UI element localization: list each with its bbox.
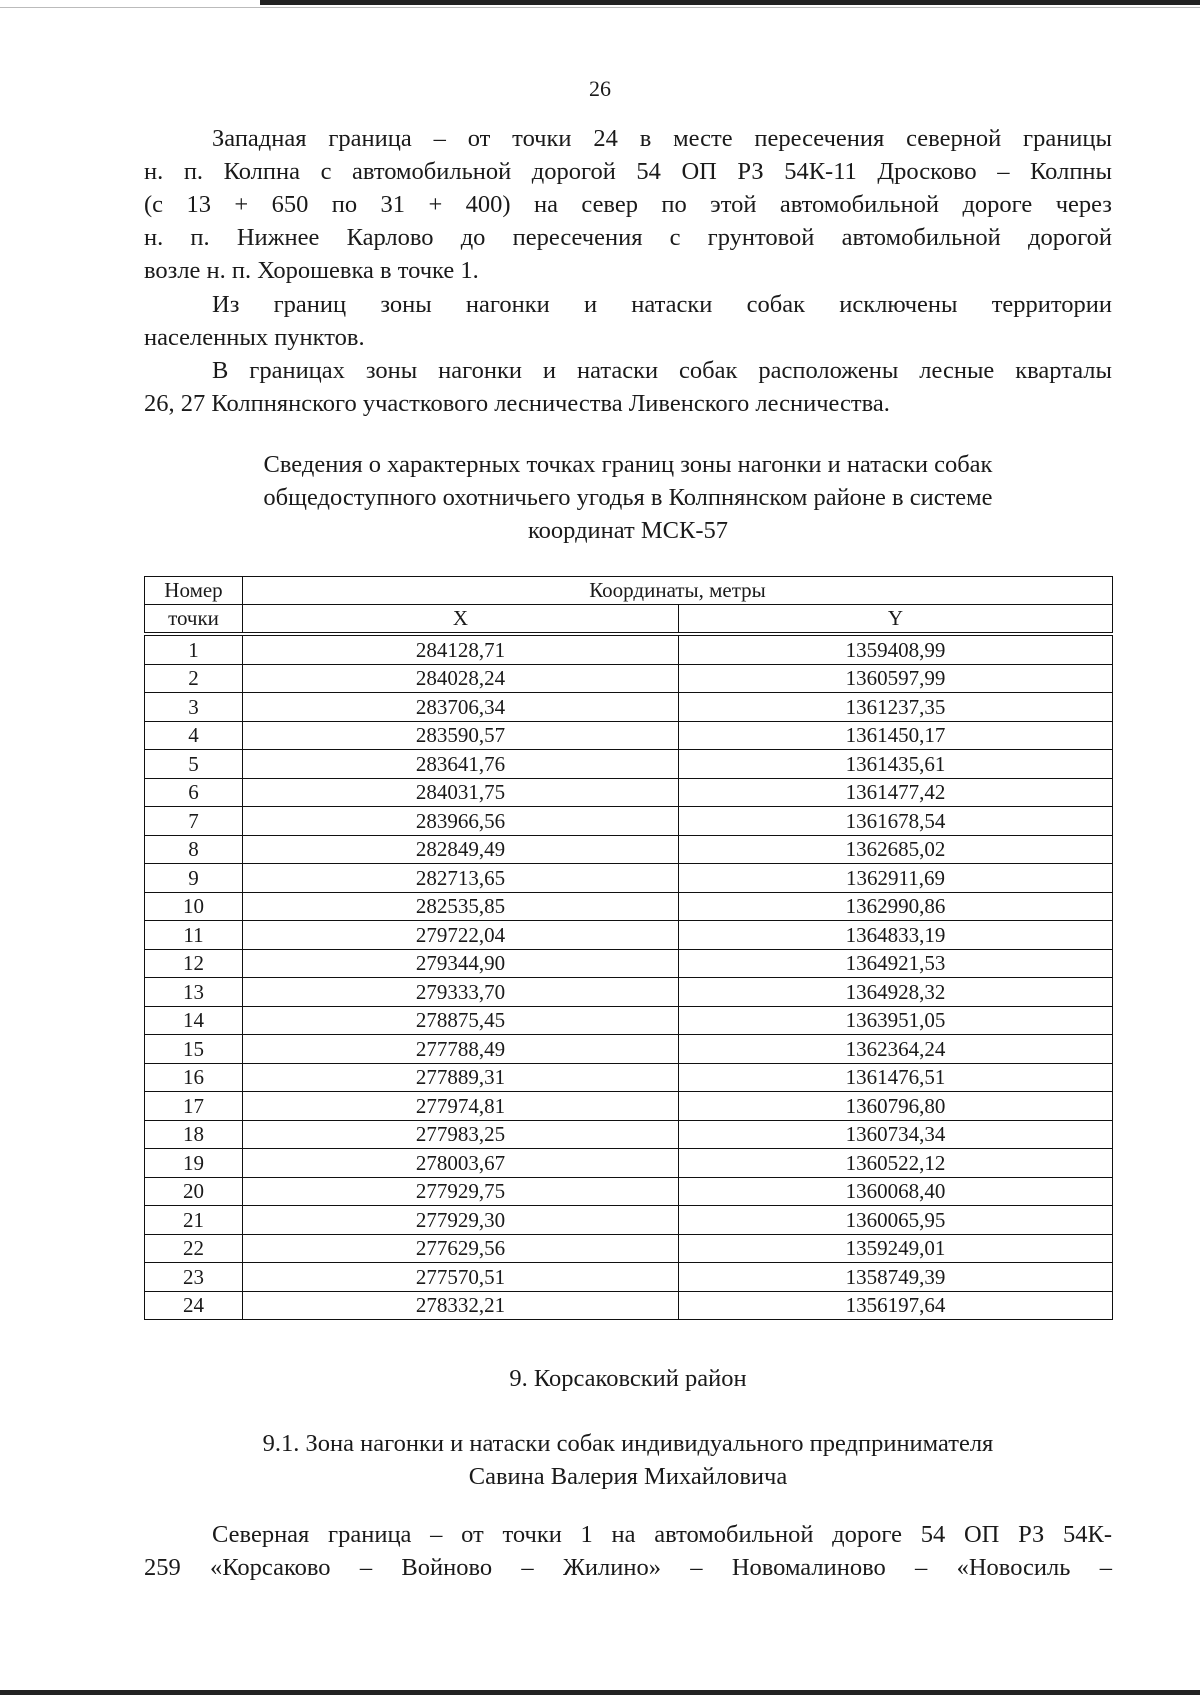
cell-x: 278003,67 xyxy=(243,1149,679,1178)
exclusions-paragraph xyxy=(144,288,1112,354)
paragraph-line: (с 13 + 650 по 31 + 400) на север по этой автомобильной дороге через xyxy=(144,191,1112,218)
cell-point-number: 6 xyxy=(145,778,243,807)
cell-x: 284028,24 xyxy=(243,664,679,693)
cell-y: 1361477,42 xyxy=(679,778,1113,807)
cell-point-number: 22 xyxy=(145,1234,243,1263)
table-title xyxy=(144,448,1112,547)
table-title-line: общедоступного охотничьего угодья в Колпнянском районе в системе xyxy=(263,484,993,511)
cell-y: 1360597,99 xyxy=(679,664,1113,693)
cell-x: 278875,45 xyxy=(243,1006,679,1035)
paragraph-line: Из границ зоны нагонки и натаски собак исключены территории xyxy=(212,291,1112,318)
paragraph-line: н. п. Нижнее Карлово до пересечения с грунтовой автомобильной дорогой xyxy=(144,224,1112,251)
table-row xyxy=(145,978,1113,1007)
cell-y: 1360065,95 xyxy=(679,1206,1113,1235)
header-coordinates: Координаты, метры xyxy=(243,577,1113,605)
paragraph-line: 26, 27 Колпнянского участкового лесничества Ливенского лесничества. xyxy=(144,390,890,417)
cell-y: 1363951,05 xyxy=(679,1006,1113,1035)
table-row xyxy=(145,949,1113,978)
cell-x: 277889,31 xyxy=(243,1063,679,1092)
table-row xyxy=(145,1149,1113,1178)
cell-x: 277570,51 xyxy=(243,1263,679,1292)
cell-point-number: 7 xyxy=(145,807,243,836)
cell-point-number: 15 xyxy=(145,1035,243,1064)
table-row xyxy=(145,892,1113,921)
cell-x: 282713,65 xyxy=(243,864,679,893)
cell-x: 282535,85 xyxy=(243,892,679,921)
table-row xyxy=(145,664,1113,693)
scan-edge-top xyxy=(260,0,1200,5)
paragraph-line: возле н. п. Хорошевка в точке 1. xyxy=(144,257,479,284)
table-row xyxy=(145,1177,1113,1206)
cell-point-number: 19 xyxy=(145,1149,243,1178)
table-row xyxy=(145,1063,1113,1092)
cell-y: 1361237,35 xyxy=(679,693,1113,722)
cell-y: 1362990,86 xyxy=(679,892,1113,921)
subsection-heading xyxy=(144,1427,1112,1493)
cell-x: 277629,56 xyxy=(243,1234,679,1263)
paragraph-line: В границах зоны нагонки и натаски собак расположены лесные кварталы xyxy=(212,357,1112,384)
cell-point-number: 13 xyxy=(145,978,243,1007)
cell-point-number: 2 xyxy=(145,664,243,693)
cell-point-number: 18 xyxy=(145,1120,243,1149)
table-row xyxy=(145,1120,1113,1149)
cell-y: 1362685,02 xyxy=(679,835,1113,864)
cell-x: 277788,49 xyxy=(243,1035,679,1064)
cell-point-number: 1 xyxy=(145,634,243,664)
cell-y: 1362364,24 xyxy=(679,1035,1113,1064)
paragraph-line: н. п. Колпна с автомобильной дорогой 54 ОП РЗ 54К-11 Дросково – Колпны xyxy=(144,158,1112,185)
cell-x: 283966,56 xyxy=(243,807,679,836)
paragraph-line: 259 «Корсаково – Войново – Жилино» – Новомалиново – «Новосиль – xyxy=(144,1554,1112,1581)
forest-quarters-paragraph xyxy=(144,354,1112,420)
table-row xyxy=(145,634,1113,664)
cell-x: 279344,90 xyxy=(243,949,679,978)
table-row xyxy=(145,807,1113,836)
cell-y: 1364928,32 xyxy=(679,978,1113,1007)
table-row xyxy=(145,693,1113,722)
cell-point-number: 3 xyxy=(145,693,243,722)
cell-y: 1358749,39 xyxy=(679,1263,1113,1292)
cell-x: 283706,34 xyxy=(243,693,679,722)
cell-y: 1360522,12 xyxy=(679,1149,1113,1178)
cell-point-number: 10 xyxy=(145,892,243,921)
scan-edge-bottom xyxy=(0,1690,1200,1695)
cell-x: 277929,30 xyxy=(243,1206,679,1235)
cell-y: 1361435,61 xyxy=(679,750,1113,779)
cell-point-number: 12 xyxy=(145,949,243,978)
cell-y: 1360734,34 xyxy=(679,1120,1113,1149)
header-y: Y xyxy=(679,605,1113,635)
section-heading: 9. Корсаковский район xyxy=(509,1365,747,1392)
table-row xyxy=(145,835,1113,864)
header-point-number-line1: Номер xyxy=(145,577,243,605)
header-x: X xyxy=(243,605,679,635)
northern-border-paragraph xyxy=(144,1518,1112,1584)
cell-y: 1356197,64 xyxy=(679,1291,1113,1320)
cell-point-number: 24 xyxy=(145,1291,243,1320)
cell-point-number: 4 xyxy=(145,721,243,750)
table-row xyxy=(145,921,1113,950)
cell-point-number: 20 xyxy=(145,1177,243,1206)
table-row xyxy=(145,1006,1113,1035)
cell-point-number: 9 xyxy=(145,864,243,893)
cell-point-number: 17 xyxy=(145,1092,243,1121)
paragraph-line: Западная граница – от точки 24 в месте пересечения северной границы xyxy=(212,125,1112,152)
cell-x: 277974,81 xyxy=(243,1092,679,1121)
table-row xyxy=(145,1291,1113,1320)
header-point-number-line2: точки xyxy=(145,605,243,635)
cell-x: 284128,71 xyxy=(243,634,679,664)
cell-point-number: 23 xyxy=(145,1263,243,1292)
cell-y: 1361678,54 xyxy=(679,807,1113,836)
cell-y: 1361476,51 xyxy=(679,1063,1113,1092)
table-row xyxy=(145,864,1113,893)
cell-y: 1360796,80 xyxy=(679,1092,1113,1121)
paragraph-line: населенных пунктов. xyxy=(144,324,365,351)
table-title-line: координат МСК-57 xyxy=(528,517,728,544)
table-row xyxy=(145,750,1113,779)
cell-point-number: 11 xyxy=(145,921,243,950)
cell-y: 1364833,19 xyxy=(679,921,1113,950)
subsection-heading-line: Савина Валерия Михайловича xyxy=(468,1463,788,1490)
table-row xyxy=(145,1035,1113,1064)
subsection-heading-line: 9.1. Зона нагонки и натаски собак индивидуального предпринимателя xyxy=(262,1430,994,1457)
table-row xyxy=(145,721,1113,750)
table-row xyxy=(145,1092,1113,1121)
cell-point-number: 21 xyxy=(145,1206,243,1235)
cell-point-number: 5 xyxy=(145,750,243,779)
cell-y: 1359249,01 xyxy=(679,1234,1113,1263)
cell-y: 1361450,17 xyxy=(679,721,1113,750)
table-title-line: Сведения о характерных точках границ зоны нагонки и натаски собак xyxy=(263,451,993,478)
cell-x: 283641,76 xyxy=(243,750,679,779)
table-row xyxy=(145,778,1113,807)
western-border-paragraph xyxy=(144,122,1112,287)
cell-y: 1360068,40 xyxy=(679,1177,1113,1206)
cell-x: 282849,49 xyxy=(243,835,679,864)
cell-point-number: 14 xyxy=(145,1006,243,1035)
table-row xyxy=(145,1206,1113,1235)
cell-y: 1359408,99 xyxy=(679,634,1113,664)
cell-point-number: 16 xyxy=(145,1063,243,1092)
cell-y: 1364921,53 xyxy=(679,949,1113,978)
paragraph-line: Северная граница – от точки 1 на автомобильной дороге 54 ОП РЗ 54К- xyxy=(212,1521,1112,1548)
scan-edge-top-thin xyxy=(0,7,1200,8)
cell-x: 279333,70 xyxy=(243,978,679,1007)
coordinates-table xyxy=(144,576,1113,1320)
cell-x: 284031,75 xyxy=(243,778,679,807)
cell-x: 277929,75 xyxy=(243,1177,679,1206)
page-number: 26 xyxy=(589,76,611,101)
table-row xyxy=(145,1263,1113,1292)
cell-x: 277983,25 xyxy=(243,1120,679,1149)
cell-x: 283590,57 xyxy=(243,721,679,750)
cell-x: 279722,04 xyxy=(243,921,679,950)
cell-x: 278332,21 xyxy=(243,1291,679,1320)
table-row xyxy=(145,1234,1113,1263)
coordinates-table-body xyxy=(145,634,1113,1320)
cell-y: 1362911,69 xyxy=(679,864,1113,893)
cell-point-number: 8 xyxy=(145,835,243,864)
